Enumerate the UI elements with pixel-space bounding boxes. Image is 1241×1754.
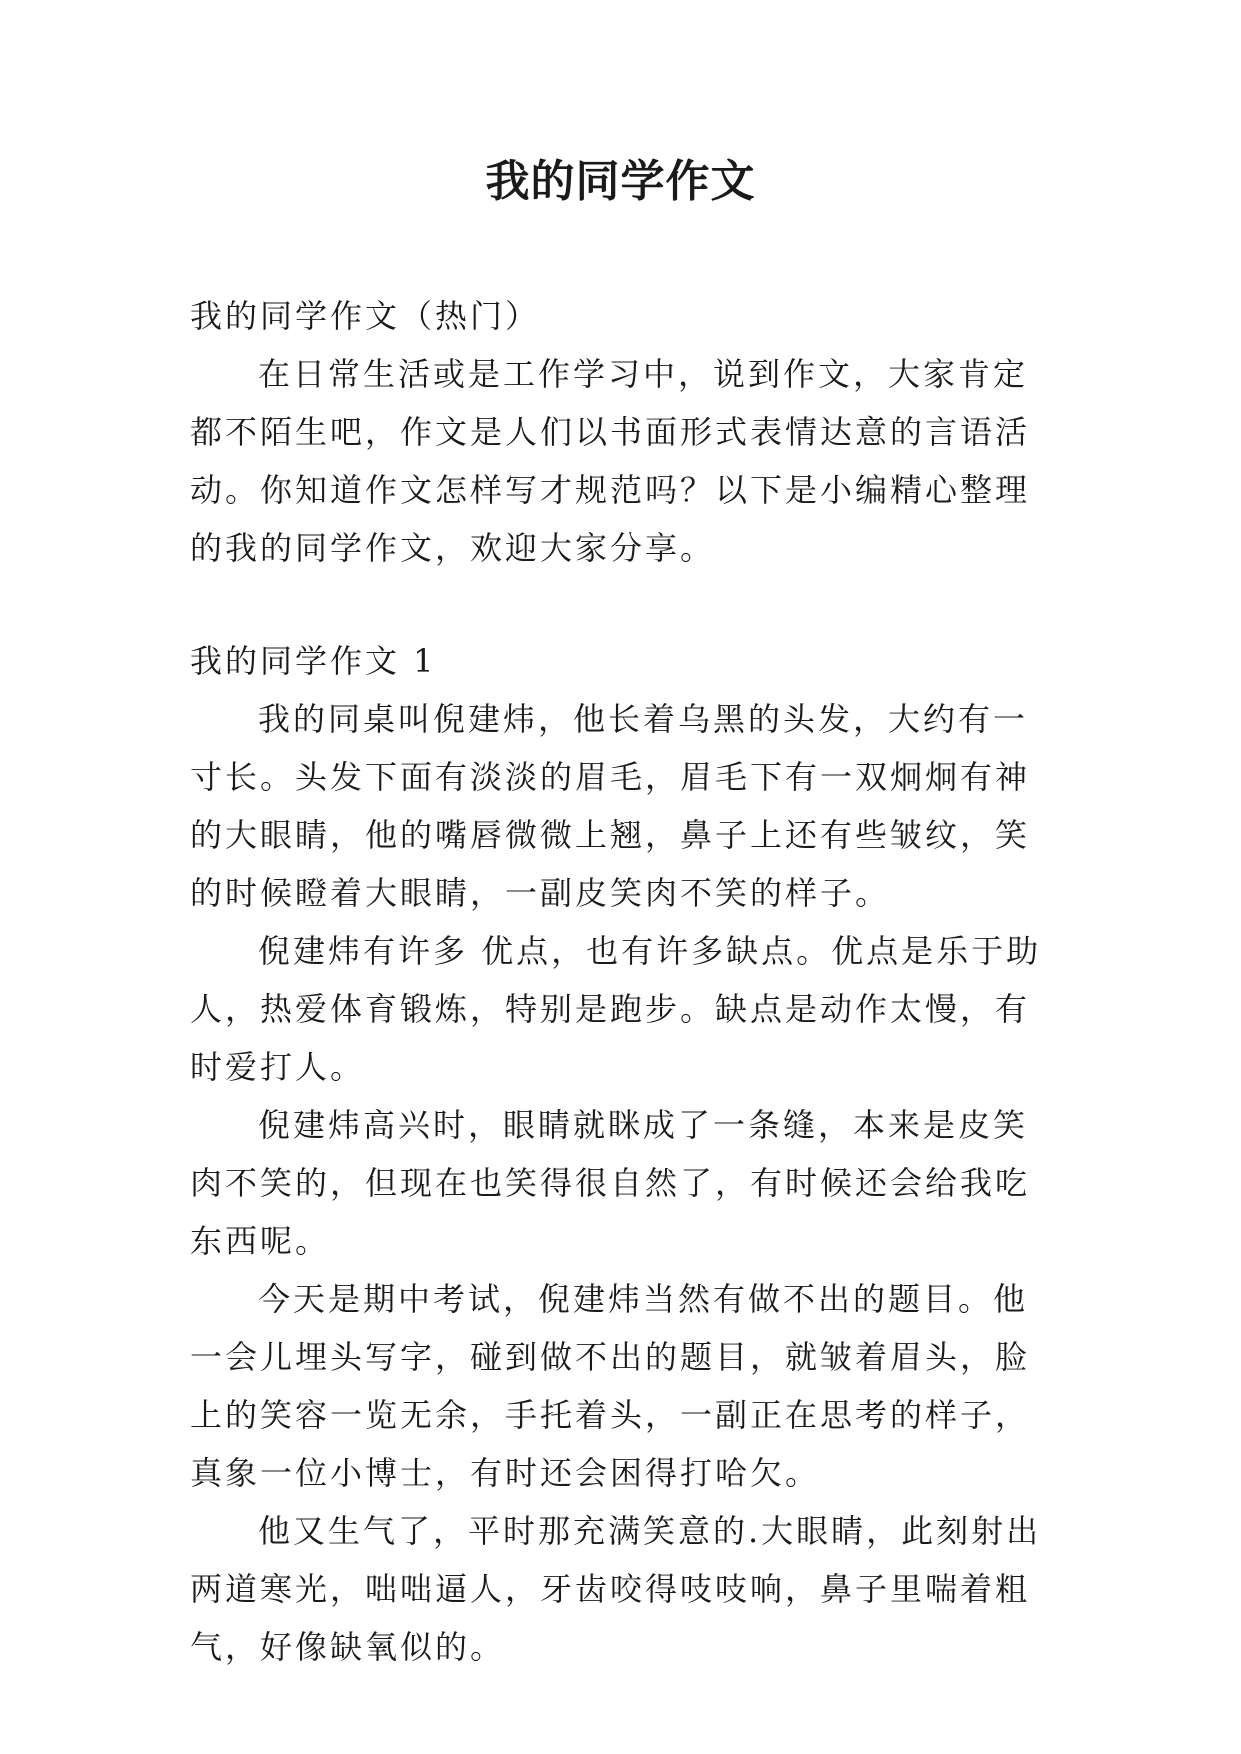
document-title: 我的同学作文 [485, 156, 756, 207]
essay-1-paragraph-1: 我的同桌叫倪建炜，他长着乌黑的头发，大约有一寸长。头发下面有淡淡的眉毛，眉毛下有一双炯炯有神的大眼睛，他的嘴唇微微上翘，鼻子上还有些皱纹，笑的时候瞪着大眼睛，一副皮笑肉不笑的样子。 [190, 700, 1031, 912]
intro-section [190, 287, 1048, 577]
essay-1-section [190, 632, 1048, 1676]
intro-heading: 我的同学作文（热门） [190, 297, 541, 335]
essay-1-heading: 我的同学作文 1 [190, 642, 437, 680]
essay-1-paragraph-2: 倪建炜有许多 优点，也有许多缺点。优点是乐于助人，热爱体育锻炼，特别是跑步。缺点是动作太慢，有时爱打人。 [190, 932, 1042, 1086]
essay-1-paragraph-4: 今天是期中考试，倪建炜当然有做不出的题目。他一会儿埋头写字，碰到做不出的题目，就皱着眉头，脸上的笑容一览无余，手托着头，一副正在思考的样子，真象一位小博士，有时还会困得打哈欠。 [190, 1280, 1031, 1492]
essay-1-paragraph-5: 他又生气了，平时那充满笑意的.大眼睛，此刻射出两道寒光，咄咄逼人，牙齿咬得吱吱响，鼻子里喘着粗气，好像缺氧似的。 [190, 1512, 1042, 1666]
essay-1-paragraph-3: 倪建炜高兴时，眼睛就眯成了一条缝，本来是皮笑肉不笑的，但现在也笑得很自然了，有时候还会给我吃东西呢。 [190, 1106, 1031, 1260]
intro-paragraph: 在日常生活或是工作学习中，说到作文，大家肯定都不陌生吧，作文是人们以书面形式表情达意的言语活动。你知道作文怎样写才规范吗？以下是小编精心整理的我的同学作文，欢迎大家分享。 [190, 355, 1031, 567]
